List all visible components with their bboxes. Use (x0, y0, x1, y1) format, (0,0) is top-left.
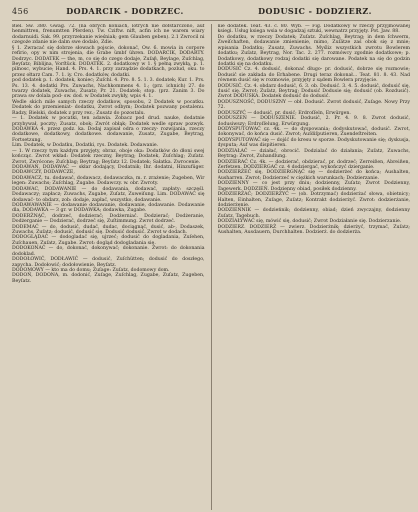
dictionary-entry: DODERŻNĄĆ, dodrzeć, dodzierać; Dodżerniać. Dodzierać; Dodżeranie, Dodżerganie — Dodzierać, dodrzeć się, Zuſtimmung. Zwrot dodrzeć. (12, 213, 205, 225)
dictionary-entry: DODOKONAĆ — do, dokonać, dokonywać; dokonanie. Zwrot: do dokonania dodoklad. (12, 246, 205, 257)
dictionary-entry: DODOGLĄDAĆ — dodogladać się, ujrzeć; dodusić do dogladania, Zuſehen, Zuſchauen, Zuſatz, Zugabe. Zwrot: dogląd dodogladania się. (12, 235, 205, 246)
running-head (12, 6, 410, 21)
text-columns (12, 24, 410, 510)
dictionary-entry: DODAWAWANIE — dodawanie dodawanie, dodawanie, dodawanie. Dodawanie dla, DODAWKA — 3 gr. w DODAWKA; dodawka, Zugabe. (12, 202, 205, 214)
column-divider (211, 24, 212, 510)
dictionary-entry: DODZIERŻAĆ; DODZIERŻYĆ — (ob. Dotrzymać) dodzierżać słowa, obietnicy; Halten, Einhalten, Zuſage, Zuſatz; Kontrakt dodzierżyć. Zwrot: dodzierżanie, dodzierżenie. (217, 192, 410, 208)
dictionary-entry: DODOŃ, DODONA, m. dodonić, Zuſage, Zuſchlag, Zugabe, Zuſatz, Zugeben, Beyſatz. (12, 273, 205, 284)
dictionary-entry: DODAWAŃ, DODAWAĆ — skłar dodający, Dodatnik; Ihr. dodatni, Hinzufüger. DODAWCZY, DODAWCZE, (12, 164, 205, 176)
dictionary-entry: § 1. Zwracać się dobrze słowach pojscie, dokonać, Ow. 6. mowia in corpore refirio, opy w nim strojenia, die Grabe ümbf ühren. DODARCIK, DODARTY. Dodrzyc. DODATEK — the, m, co się do czego dodaje, Zuſaβ, Beylage, Zuſchlag, Beyſatz; Biblijna, Vorſtück. DODATEK. 2. dodatkowy w 1. § pełną zwykłą, p. 1. pilnosc, wybucie; Hand. 4. Prs. 4. 1. przy zarządzie dodatkach, pozlud, oku. to przez ołtarz Cam. 7. 1. iy. Cro. dodatków, dodatki. (12, 45, 205, 78)
dictionary-entry: Lim. Dodatek, w Dodatku, Dodatki, rys. Dodatek. Dodawanie. (12, 143, 159, 149)
dictionary-entry: DODZIERŻEĆ się, DODZIERGNĄĆ się — dodzierżeć do końca; Aushalten, Ausharren. Zwrot; Dodzierzeć w ciężkich warunkach; Dodzierzanie. (217, 170, 410, 181)
dictionary-entry: — 1. W rzeczy tym każdym przyjęty, obraz, oboje oka: Dodatków do dłoni swej kończąc. Zwrot wkład: Dodatek rzeczny, Beytrag; Dodatek, Zuſchlag; Zuſatz. Zwrot, Zwrócone; Zuſchlag; Beytrag; Beyſatz 12. Dodatek; Sałatka. Zwrocenie. (12, 148, 205, 165)
dictionary-entry: DODZIENNY — co jest przy dniu; dodzienny, Zuſatz; Zwrot Dodzienny, Tagewerk. DODZIEŃ. Dodzienny obiad, posiłek dodzienny. (217, 181, 410, 192)
dictionary-entry: DODYSPUTOWAĆ się — dojść do kresu w sporze. Dodyskutowanie się; dyskusja, dysputa; Auf was dispitieren. (217, 137, 410, 149)
dictionary-entry: DODEMAĆ — do, dodusić, dudać, dudac, dociągnąć, dusić, ab-, Dodaszek, Zuwachs, Zuſatz; dodusić, dodusić się. Dodusić dodusić. Zwrot w dodach. (12, 224, 205, 236)
dictionary-entry: Do dodatku, w rzeczy Dodatek; Zuſatz. Zuſchlag, Beytrag; in dem ſchwerm, Zweiſchaften, dodawanie zmienienie, mimo, Zuſätze zaś obok się z mnie; wpisania Dodatku; Zusatz, Zuwachs. Myśliz wszystkich zwrotu Bowlerem dodatku; Zuſatz, Beytrag, Nor. Tac. 2. 277. rozmówcy zgodnie dodatkowe; p. Dodatkowy, dodatkowy rodzaj dodatki się darowane. Podatek na się do godzin dodatki się na dodatku. (217, 34, 410, 67)
dictionary-entry: pod dodatek p. 1. dodatek, koniec; Zuſchl. 4. Pro. 8. 5. 1. 3. dodatek; Kur. 1. Prs. Ps. 13. 4. dodatki Prs. Zuwachs, Nachkommens 4. 1.; (prz. ichnich) 27. do twarzy dodatek, Zuwachs, Zusatz; Pr. 21. Dodatek; stop. (prz. Zanim 3. Do prawa sw dolala pod- sw. dod. w Dodatek zwykły, wpis 4. 1. (12, 78, 205, 100)
dictionary-entry: Wedle skich mile samych rzeczy dodatkow, sposobu, 2 Dodatek w pocatku. Dodatek do przemieniat- dodatku, Zwrot odbym; Dodatek pozwany postalenu. Radzy, Bielski, dodatek z przy rez.; Zusatz do pozostalu. (12, 99, 205, 116)
dictionary-entry: DODZIERZ. DODZIERŻ — zwierz. Dodzierżnik; dzierżyć, trzymać, Zuſatz; Aushalten, Ausdauern, Durchhalten. Dodzierż. do dodzierża. (217, 224, 410, 236)
right-column (218, 24, 411, 510)
dictionary-entry: DODAWAC, DODAWANIE — do dodawania, dodawać, zapłaty: szczęśl. Dodawaczy; zapłacz; Zuwachs, Zugabe, Zuſatz, Zuweiſung. Lim. DODAWAĆ się dodawać- to obdarz, zob: dodaje, zapłać, wszystko, dodawanie. (12, 186, 205, 203)
dictionary-entry: DODZIAŁAĆ — działać, obrocić. Dodzialać do działania; Zuſatz, Zuwachs, Beytrag: Zwrot, Zuhandlung. (217, 148, 410, 160)
dictionary-entry: DODZIEŃNIK — dodzieńnik; dodzienny, obiad; dzień zwyczajny, dodzienny Zuſatz, Tagebuch. (217, 208, 410, 219)
dictionary-entry: DODUSZEŃ — DODUSZENIE. Dodusić, 2. Pr. 4. 9. 8. Zwrot dodusić, dodusiwszy; Erdroſſelung, Erwürgung. (217, 116, 410, 127)
dictionary-entry: DODOŁOWIĆ, DODŁAWIĆ — dodusić, Zuſchütten; dodusić do doszłego, zapycha. Dodołowić; dodołowienie, Beyſatz. (12, 257, 205, 268)
dictionary-entry: DODUSIĆ. Cz. 4. obdarz dodusić, 6. 3. ob. Dodusić. 3. 4. 5. dodusić, dodusić się, dusić się. Zwrot; Zuſatz, Beytrag; Dodusić Dodusie się; dodusić (ob. Rozdusić). Zwrot DODUSKA. Dodatek dodusić do dodusić. (217, 83, 410, 100)
dictionary-entry: DODOMOWY — kto ma do domu; Zuſage: Zuſatz, dodomowy dom. (12, 267, 170, 273)
dictionary-entry: DODZIERAĆ Cz. 4k. — dodzierać, obdzierać, pr. dodrzeć; Zerreißen, Abreißen, Zerfetzen. DODZIERGAĆ cz. 4 dodziergać, wykończyć dzierganie. (217, 159, 410, 170)
dictionary-entry: DODUSZYĆ — dodusić, pr. dusić; Erdroſſeln, Erwürgen. (217, 110, 351, 116)
dictionary-entry: DODYSPUTOWAĆ cz. 4k. — do dyspowania; dodyskutować, dodusić. Zwrot, dokonywać, do końca dusić. Zwrot; Auſdiſputieren, Zuendeſtreiten. (217, 127, 410, 138)
page-number: 456 (12, 7, 29, 16)
left-running-title: DODARCIK - DODRZEC. (66, 6, 184, 16)
dictionary-entry: — 1. Dodatek w pocatki, ten adawia. Zobacz pod drud. nauke, dodatnie przybywał, poczty; Zusatz, obok; Zwrót obłąk; Dodatek wedle spraw pozwyk. DODAWKA 4. przez godz. ka. Dodaj zapisał odra o rzeczy- rozwijania, rzeczy dodatkowe, dodatkowy, dodatkowe. dodawanie, Zusatz, Zugabe, Beytrag, Fortsetzung. (12, 116, 205, 143)
right-running-title: DODUSIC - DODZIERZ. (258, 6, 372, 16)
dictionary-entry: Biel. Sw. 380. Gwag. 72. (na obrych koniach, lotrych nie dofstarczono, auf henmittren, frenumtten Pferden). Tw. Cziftw. nift, acfin ich ne warem wiary dodarnuidi. Sak. 99. przyrzekanie wieśniak; gem Glauben geben). 2.1 Zwrocil ni czegoże zdanie nie dalm swe dodalo, Zdie. (12, 24, 205, 46)
dictionary-entry: DODAWACZ, tu. dodawać, dodawacz, dodawaczka, m. r. zrażenie; Zugeben, Wir legen: Zuwachs; Zuſchlag, Zugabe. Dodawczy. w. obr. Zwroty. (12, 175, 205, 187)
left-column (12, 24, 205, 510)
dictionary-entry: nie dodatek. Teat. 43. c. 80. Wyb. — Fig. Dodatkowy w rzeczy przyjmowanej ksiegi. Usług ksiega wsia w dogadzaj sztuki, wewnatrz przyjęty. Pot. Jaw. 88. (217, 24, 410, 35)
dictionary-entry: DODUSIĆ Cz. 4. dodusić, dokonać długo- pr. dodusić, dobrze się rozmowie; Dodusić sie zakłada do Erhabene. Drugi teraz dokonał... Teat. 81. 8. 43. Nad równem dusić się w rozmowie, przyjęty z sądem Bowlera przyjęcie. (217, 67, 410, 84)
dictionary-entry: DODUSZNOŚĆ, DODUSZNY — obł. Dodusić. Zwrot dodusić, Zuſage. Nowy Przy 72. (217, 99, 410, 111)
dictionary-entry: DODZIAŁYWAĆ się, mówić się, dodusić; Zwrot Dodziałanie się. Dodzierzanie. (217, 219, 402, 225)
